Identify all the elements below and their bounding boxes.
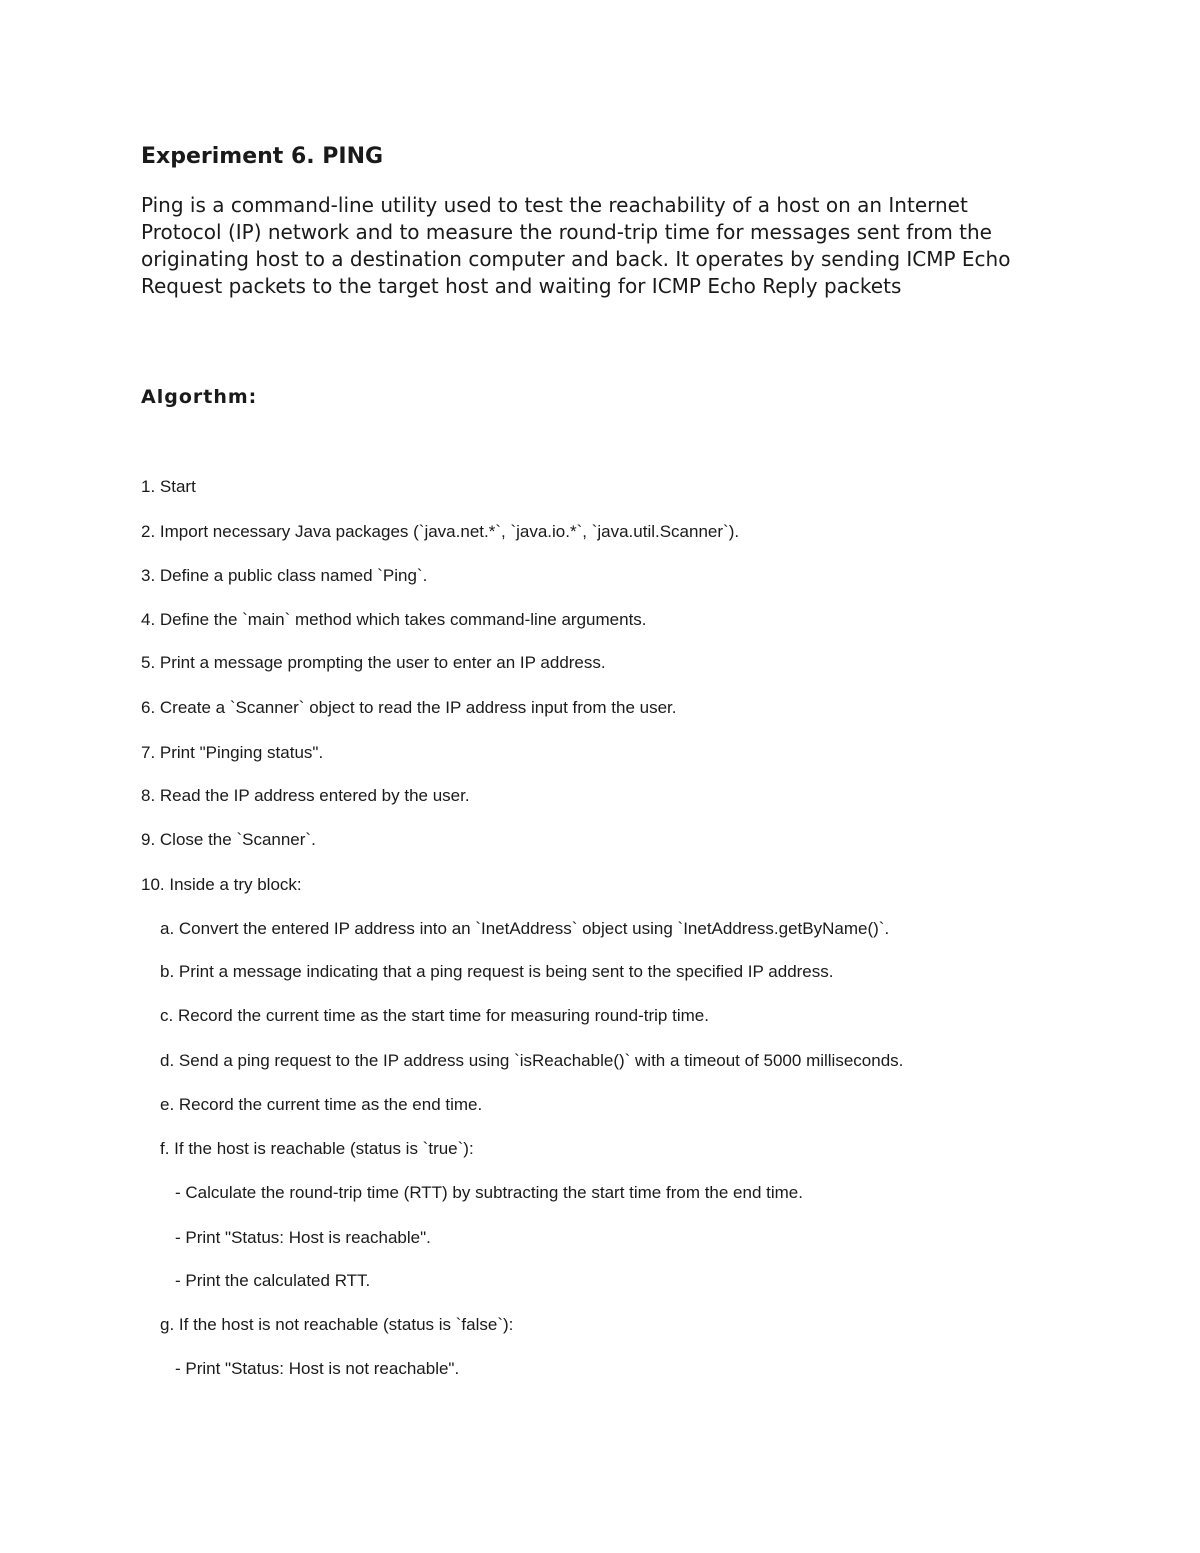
algorithm-substep: e. Record the current time as the end time. (160, 1095, 483, 1114)
algorithm-step: 8. Read the IP address entered by the user. (141, 786, 470, 805)
algorithm-bullet: - Print the calculated RTT. (175, 1271, 371, 1290)
algorithm-bullet: - Print "Status: Host is reachable". (175, 1228, 431, 1247)
algorithm-step: 5. Print a message prompting the user to enter an IP address. (141, 653, 606, 672)
algorithm-bullet: - Print "Status: Host is not reachable". (175, 1359, 460, 1378)
algorithm-step: 7. Print "Pinging status". (141, 743, 324, 762)
algorithm-bullet: - Calculate the round-trip time (RTT) by subtracting the start time from the end time. (175, 1183, 803, 1202)
algorithm-substep: g. If the host is not reachable (status is `false`): (160, 1315, 514, 1334)
algorithm-substep: c. Record the current time as the start time for measuring round-trip time. (160, 1006, 709, 1025)
intro-paragraph: Ping is a command-line utility used to test the reachability of a host on an Internet Protocol (IP) network and to measure the round-trip time for messages sent from the originating host to a destination computer and back. It operates by sending ICMP Echo Request packets to the target host and waiting for ICMP Echo Reply packets (141, 193, 1011, 298)
algorithm-substep: d. Send a ping request to the IP address using `isReachable()` with a timeout of 5000 milliseconds. (160, 1051, 904, 1070)
document-title: Experiment 6. PING (141, 144, 384, 169)
algorithm-step: 2. Import necessary Java packages (`java.net.*`, `java.io.*`, `java.util.Scanner`). (141, 522, 740, 541)
algorithm-step: 6. Create a `Scanner` object to read the IP address input from the user. (141, 698, 677, 717)
algorithm-substep: b. Print a message indicating that a ping request is being sent to the specified IP address. (160, 962, 834, 981)
algorithm-step: 10. Inside a try block: (141, 875, 302, 894)
algorithm-step: 9. Close the `Scanner`. (141, 830, 316, 849)
algorithm-step: 3. Define a public class named `Ping`. (141, 566, 428, 585)
algorithm-step: 1. Start (141, 477, 196, 496)
algorithm-substep: f. If the host is reachable (status is `true`): (160, 1139, 474, 1158)
algorithm-heading: Algorthm: (141, 386, 258, 408)
algorithm-step: 4. Define the `main` method which takes command-line arguments. (141, 610, 647, 629)
algorithm-substep: a. Convert the entered IP address into an `InetAddress` object using `InetAddress.getByName()`. (160, 919, 890, 938)
